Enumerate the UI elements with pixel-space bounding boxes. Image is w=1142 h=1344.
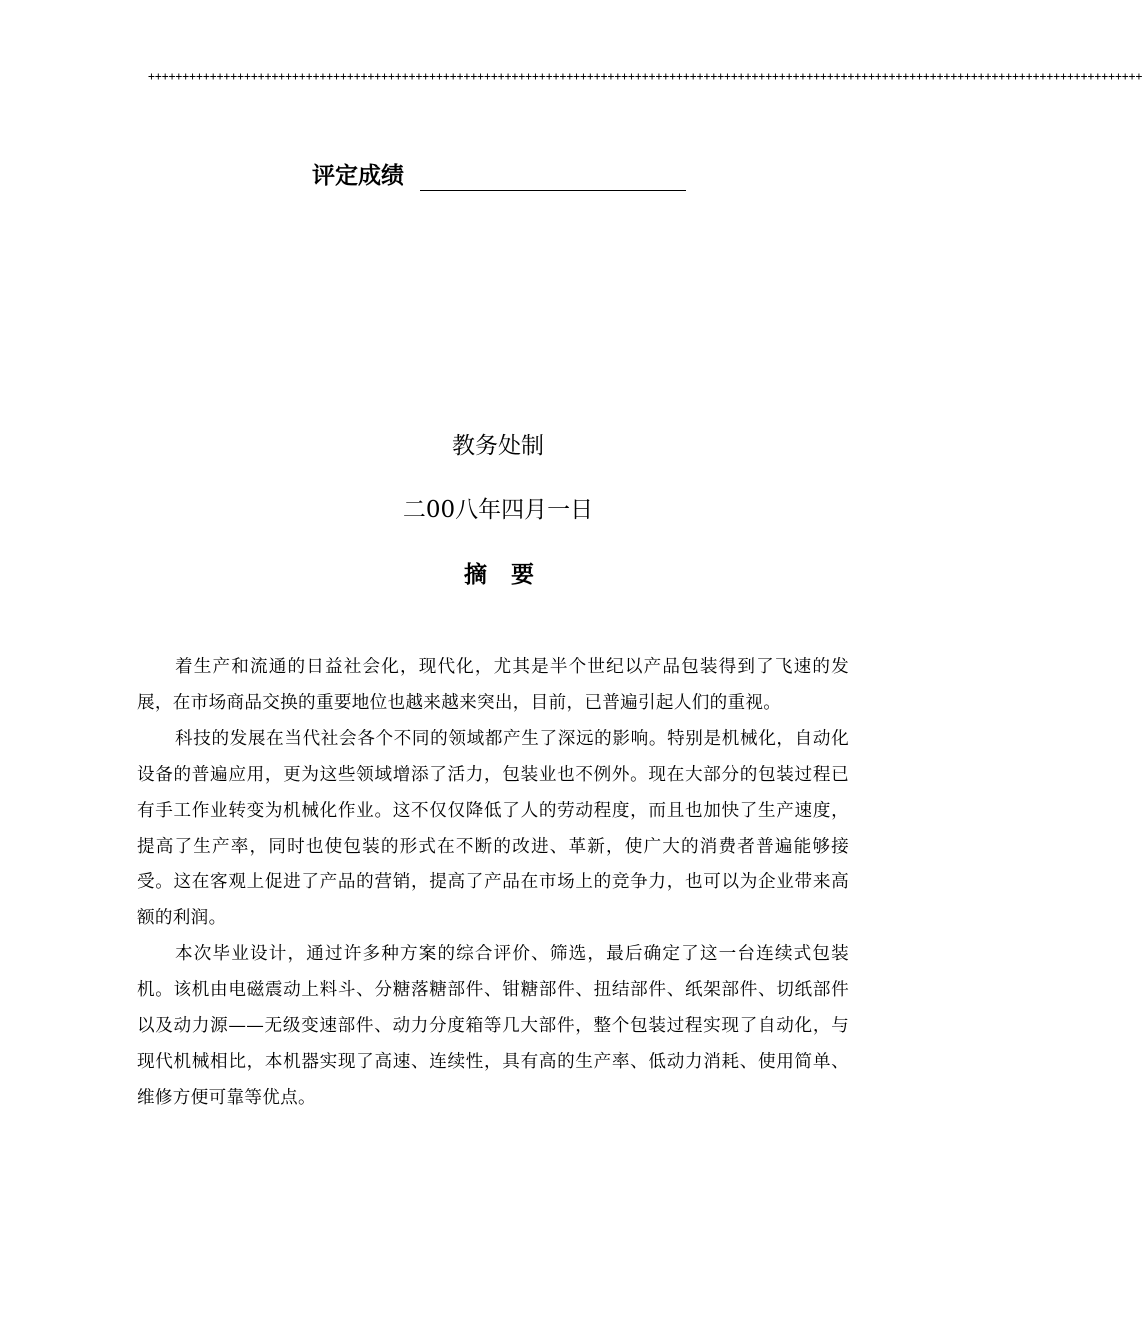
abstract-paragraph: 着生产和流通的日益社会化，现代化，尤其是半个世纪以产品包装得到了飞速的发展，在市场商品交换的重要地位也越来越来突出，目前，已普遍引起人们的重视。 [137, 657, 849, 713]
issuer-text: 教务处制 [452, 433, 544, 459]
abstract-paragraph: 本次毕业设计，通过许多种方案的综合评价、筛选，最后确定了这一台连续式包装机。该机由电磁震动上料斗、分糖落糖部件、钳糖部件、扭结部件、纸架部件、切纸部件以及动力源——无级变速部件、动力分度箱等几大部件，整个包装过程实现了自动化，与现代机械相比，本机器实现了高速、连续性，具有高的生产率、低动力消耗、使用简单、维修方便可靠等优点。 [137, 944, 849, 1108]
header-plus-rule: +++++++++++++++++++++++++++++++++++++++++++++++++++++++++++++++++++++++++++++++++++++++++++++++++++++++++++++++++++++++++++++++++++++++++++++++++ [148, 69, 1142, 83]
date-text: 二00八年四月一日 [402, 497, 594, 523]
abstract-paragraph: 科技的发展在当代社会各个不同的领域都产生了深远的影响。特别是机械化，自动化设备的普遍应用，更为这些领域增添了活力，包装业也不例外。现在大部分的包装过程已有手工作业转变为机械化作业。这不仅仅降低了人的劳动程度，而且也加快了生产速度，提高了生产率，同时也使包装的形式在不断的改进、革新，使广大的消费者普遍能够接受。这在客观上促进了产品的营销，提高了产品在市场上的竞争力，也可以为企业带来高额的利润。 [137, 728, 849, 929]
abstract-body [137, 650, 849, 1117]
grade-label: 评定成绩 [312, 163, 404, 189]
grade-blank-line [420, 164, 686, 191]
grade-row [312, 157, 686, 191]
abstract-title: 摘要 [464, 562, 558, 588]
